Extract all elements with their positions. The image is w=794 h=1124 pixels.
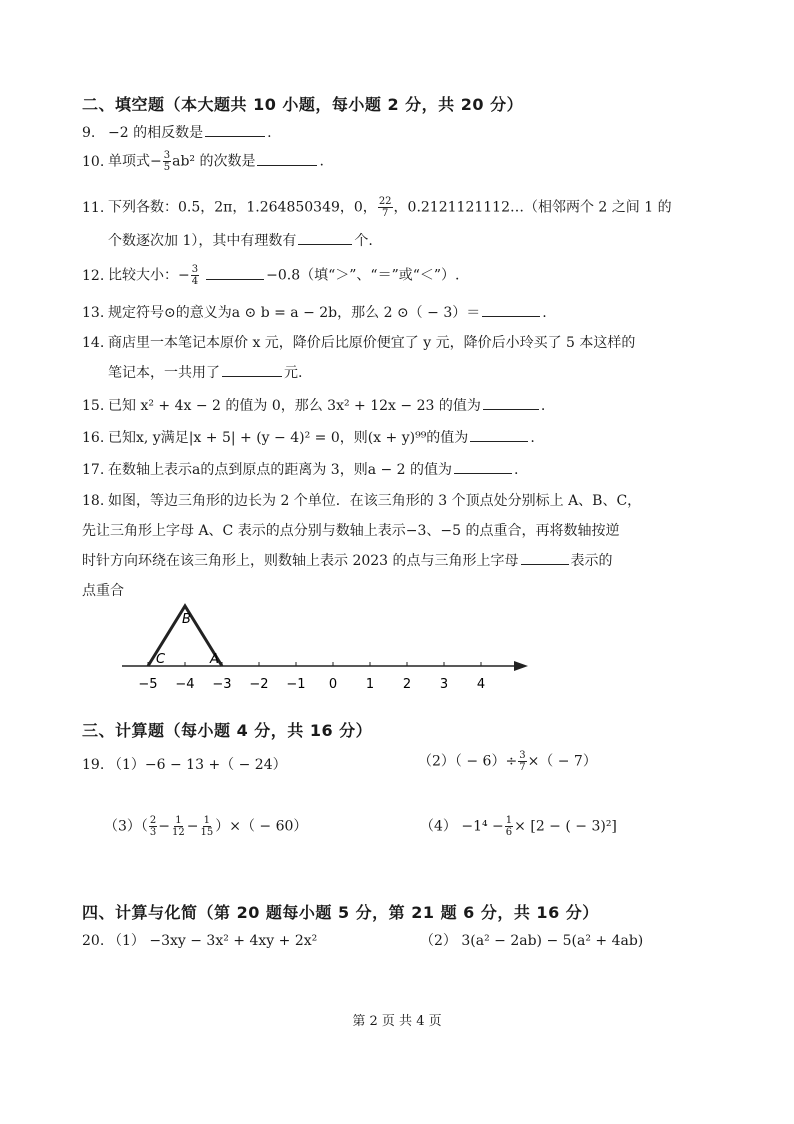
question-number: 17. — [82, 462, 105, 478]
denominator: 12 — [172, 827, 185, 838]
part-text: ）×（ − 60） — [215, 818, 308, 835]
answer-blank[interactable] — [482, 302, 540, 317]
question-19-part-2 — [418, 750, 597, 773]
question-text: 在数轴上表示a的点到原点的距离为 3，则a − 2 的值为 — [108, 462, 453, 478]
question-18 — [82, 490, 641, 510]
question-text: ，0.2121121112…（相邻两个 2 之间 1 的 — [393, 199, 672, 216]
page-footer: 第 2 页 共 4 页 — [352, 1014, 442, 1029]
answer-blank[interactable] — [205, 122, 265, 137]
question-19-part-4 — [420, 815, 617, 838]
question-text: 如图，等边三角形的边长为 2 个单位．在该三角形的 3 个顶点处分别标上 A、B、C， — [108, 493, 642, 509]
answer-blank[interactable] — [298, 230, 352, 245]
section-3-title: 三、计算题（每小题 4 分，共 16 分） — [82, 721, 373, 740]
fraction — [171, 815, 186, 838]
question-12 — [82, 264, 460, 287]
part-text: × [2 − ( − 3)²] — [514, 818, 617, 835]
question-number: 11. — [82, 199, 105, 216]
denominator: 3 — [149, 827, 157, 838]
axis-arrow — [514, 661, 528, 671]
part-text: （2）（ − 6）÷ — [418, 753, 518, 770]
question-17 — [82, 459, 519, 479]
question-text: 笔记本，一共用了 — [108, 365, 220, 381]
question-text: 下列各数：0.5，2π，1.264850349，0， — [108, 199, 377, 216]
question-text: 个数逐次加 1），其中有理数有 — [108, 233, 297, 249]
tick-label: 1 — [365, 677, 375, 692]
vertex-b-label: B — [182, 612, 191, 627]
fraction — [191, 264, 199, 287]
question-text: 已知 x² + 4x − 2 的值为 0，那么 3x² + 12x − 23 的值为 — [108, 398, 481, 414]
question-number: 14. — [82, 335, 105, 351]
question-13 — [82, 302, 547, 322]
answer-blank[interactable] — [206, 265, 264, 280]
denominator: 4 — [191, 276, 199, 287]
answer-blank[interactable] — [257, 151, 317, 166]
vertex-c-label: C — [156, 652, 166, 667]
fraction — [149, 815, 157, 838]
question-text: 表示的 — [570, 553, 613, 569]
tick-label: −1 — [286, 677, 306, 692]
question-number: 18. — [82, 493, 105, 509]
question-19-part-3 — [104, 815, 307, 838]
question-number: 13. — [82, 305, 105, 321]
vertex-a-label: A — [210, 652, 219, 667]
question-text: 单项式− — [108, 153, 162, 170]
numerator: 1 — [505, 815, 513, 826]
question-16 — [82, 427, 535, 447]
numerator: 1 — [175, 815, 182, 826]
question-text: ab² 的次数是 — [172, 153, 256, 170]
tick-label: −4 — [175, 677, 195, 692]
question-number: 9. — [82, 125, 96, 141]
numerator: 22 — [378, 196, 392, 207]
question-number: 19. — [82, 757, 105, 773]
question-text: . — [530, 430, 535, 446]
answer-blank[interactable] — [222, 362, 282, 377]
denominator: 7 — [381, 208, 389, 219]
section-4-title: 四、计算与化简（第 20 题每小题 5 分，第 21 题 6 分，共 16 分） — [82, 903, 599, 922]
question-11-line-2 — [108, 230, 373, 250]
question-text: . — [540, 398, 546, 414]
question-18-line-4: 点重合 — [82, 583, 124, 599]
question-14 — [82, 332, 635, 352]
tick-label: −5 — [138, 677, 158, 692]
denominator: 6 — [505, 827, 513, 838]
fraction — [163, 150, 171, 173]
question-text: . — [542, 305, 547, 321]
fraction — [200, 815, 215, 838]
question-text: 元. — [284, 365, 303, 381]
question-text: 比较大小：− — [108, 267, 190, 284]
answer-blank[interactable] — [454, 459, 512, 474]
tick-label: 2 — [402, 677, 412, 692]
operator: − — [158, 818, 171, 835]
question-number: 10. — [82, 153, 105, 170]
numerator: 2 — [149, 815, 157, 826]
question-text: 时针方向环绕在该三角形上，则数轴上表示 2023 的点与三角形上字母 — [82, 553, 519, 569]
question-number: 16. — [82, 430, 105, 446]
question-text: . — [319, 153, 324, 170]
tick-label: −3 — [212, 677, 232, 692]
section-2-title: 二、填空题（本大题共 10 小题，每小题 2 分，共 20 分） — [82, 95, 524, 114]
numerator: 3 — [519, 750, 526, 761]
question-9 — [82, 122, 272, 142]
denominator: 7 — [519, 762, 526, 773]
question-text: . — [267, 125, 272, 141]
tick-label: 4 — [476, 677, 486, 692]
question-text: −0.8（填“＞”、“＝”或“＜”）. — [266, 267, 460, 284]
question-text: . — [514, 462, 519, 478]
numerator: 3 — [191, 264, 199, 275]
question-number: 15. — [82, 398, 105, 414]
question-15 — [82, 395, 545, 415]
question-text: −2 的相反数是 — [108, 125, 204, 141]
question-text: 规定符号⊙的意义为a ⊙ b = a − 2b，那么 2 ⊙（ − 3）＝ — [108, 305, 481, 321]
denominator: 5 — [163, 162, 171, 173]
question-number: 20. — [82, 933, 105, 949]
question-18-line-2: 先让三角形上字母 A、C 表示的点分别与数轴上表示−3、−5 的点重合，再将数轴按逆 — [82, 523, 620, 539]
numerator: 3 — [163, 150, 171, 161]
operator: − — [186, 818, 199, 835]
question-text: 已知x, y满足|x + 5| + (y − 4)² = 0，则(x + y)⁹⁹的值为 — [108, 430, 469, 446]
question-text: 个. — [354, 233, 373, 249]
question-18-line-3 — [82, 550, 613, 570]
fraction — [518, 750, 526, 773]
question-14-line-2 — [108, 362, 302, 382]
denominator: 15 — [200, 827, 214, 838]
question-20-part-1 — [82, 930, 317, 950]
answer-blank[interactable] — [521, 550, 569, 565]
question-number: 12. — [82, 267, 105, 284]
answer-blank[interactable] — [483, 395, 539, 410]
number-line-figure — [110, 598, 540, 698]
question-text: 商店里一本笔记本原价 x 元，降价后比原价便宜了 y 元，降价后小玲买了 5 本这样的 — [108, 335, 636, 351]
tick-label: −2 — [249, 677, 269, 692]
numerator: 1 — [203, 815, 211, 826]
tick-label: 3 — [439, 677, 449, 692]
fraction — [378, 196, 393, 219]
answer-blank[interactable] — [470, 427, 528, 442]
part-text: ×（ − 7） — [527, 753, 597, 770]
part-text: （4） −1⁴ − — [420, 818, 504, 835]
question-19-part-1 — [82, 754, 287, 774]
question-10 — [82, 150, 324, 173]
part-text: （3）（ — [104, 818, 148, 835]
part-text: （1） −3xy − 3x² + 4xy + 2x² — [108, 933, 318, 949]
tick-label: 0 — [328, 677, 338, 692]
question-11 — [82, 196, 672, 219]
part-text: （1）−6 − 13 +（ − 24） — [108, 757, 287, 773]
fraction — [505, 815, 513, 838]
question-20-part-2: （2） 3(a² − 2ab) − 5(a² + 4ab) — [420, 933, 644, 949]
